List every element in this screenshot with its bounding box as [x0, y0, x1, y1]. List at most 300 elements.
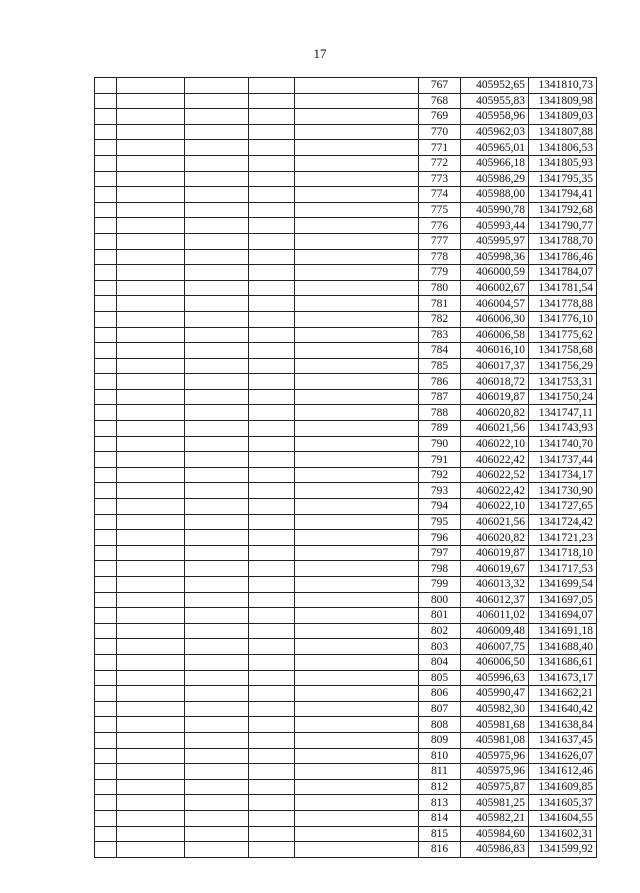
- table-row: [95, 483, 597, 499]
- y-coordinate-cell: 1341640,42: [529, 701, 597, 717]
- empty-cell: [249, 561, 295, 577]
- empty-cell: [249, 421, 295, 437]
- empty-cell: [185, 623, 249, 639]
- empty-cell: [295, 93, 419, 109]
- empty-cell: [185, 545, 249, 561]
- table-row: [95, 810, 597, 826]
- empty-cell: [295, 748, 419, 764]
- x-coordinate-cell: 405986,29: [461, 171, 529, 187]
- y-coordinate-cell: 1341788,70: [529, 233, 597, 249]
- x-coordinate-cell: 406022,42: [461, 452, 529, 468]
- empty-cell: [185, 171, 249, 187]
- point-number-cell: 802: [419, 623, 461, 639]
- y-coordinate-cell: 1341609,85: [529, 779, 597, 795]
- empty-cell: [295, 343, 419, 359]
- table-row: [95, 265, 597, 281]
- empty-cell: [95, 592, 117, 608]
- point-number-cell: 798: [419, 561, 461, 577]
- empty-cell: [249, 327, 295, 343]
- empty-cell: [95, 701, 117, 717]
- empty-cell: [95, 732, 117, 748]
- empty-cell: [95, 93, 117, 109]
- x-coordinate-cell: 406006,50: [461, 654, 529, 670]
- empty-cell: [295, 358, 419, 374]
- empty-cell: [185, 140, 249, 156]
- empty-cell: [249, 701, 295, 717]
- table-row: [95, 654, 597, 670]
- y-coordinate-cell: 1341730,90: [529, 483, 597, 499]
- empty-cell: [95, 826, 117, 842]
- x-coordinate-cell: 406006,58: [461, 327, 529, 343]
- empty-cell: [117, 296, 185, 312]
- empty-cell: [117, 826, 185, 842]
- empty-cell: [295, 499, 419, 515]
- x-coordinate-cell: 405981,08: [461, 732, 529, 748]
- y-coordinate-cell: 1341806,53: [529, 140, 597, 156]
- empty-cell: [295, 389, 419, 405]
- point-number-cell: 790: [419, 436, 461, 452]
- y-coordinate-cell: 1341737,44: [529, 452, 597, 468]
- x-coordinate-cell: 406022,52: [461, 467, 529, 483]
- table-row: [95, 249, 597, 265]
- x-coordinate-cell: 405998,36: [461, 249, 529, 265]
- table-row: [95, 311, 597, 327]
- empty-cell: [185, 343, 249, 359]
- x-coordinate-cell: 405965,01: [461, 140, 529, 156]
- empty-cell: [117, 233, 185, 249]
- empty-cell: [249, 654, 295, 670]
- x-coordinate-cell: 406004,57: [461, 296, 529, 312]
- empty-cell: [95, 686, 117, 702]
- empty-cell: [185, 561, 249, 577]
- x-coordinate-cell: 405995,97: [461, 233, 529, 249]
- x-coordinate-cell: 406022,10: [461, 436, 529, 452]
- table-row: [95, 717, 597, 733]
- empty-cell: [249, 514, 295, 530]
- empty-cell: [185, 218, 249, 234]
- empty-cell: [95, 202, 117, 218]
- empty-cell: [117, 608, 185, 624]
- empty-cell: [117, 499, 185, 515]
- point-number-cell: 786: [419, 374, 461, 390]
- empty-cell: [185, 436, 249, 452]
- table-row: [95, 124, 597, 140]
- empty-cell: [249, 483, 295, 499]
- point-number-cell: 776: [419, 218, 461, 234]
- x-coordinate-cell: 406022,10: [461, 499, 529, 515]
- x-coordinate-cell: 406019,87: [461, 545, 529, 561]
- empty-cell: [117, 842, 185, 858]
- empty-cell: [95, 436, 117, 452]
- point-number-cell: 792: [419, 467, 461, 483]
- empty-cell: [295, 374, 419, 390]
- empty-cell: [295, 623, 419, 639]
- empty-cell: [249, 311, 295, 327]
- empty-cell: [185, 654, 249, 670]
- point-number-cell: 811: [419, 764, 461, 780]
- empty-cell: [95, 311, 117, 327]
- empty-cell: [249, 608, 295, 624]
- x-coordinate-cell: 405962,03: [461, 124, 529, 140]
- x-coordinate-cell: 405986,83: [461, 842, 529, 858]
- table-row: [95, 701, 597, 717]
- empty-cell: [185, 265, 249, 281]
- empty-cell: [117, 452, 185, 468]
- x-coordinate-cell: 406017,37: [461, 358, 529, 374]
- empty-cell: [295, 421, 419, 437]
- empty-cell: [249, 764, 295, 780]
- empty-cell: [185, 93, 249, 109]
- empty-cell: [295, 608, 419, 624]
- point-number-cell: 808: [419, 717, 461, 733]
- empty-cell: [185, 530, 249, 546]
- y-coordinate-cell: 1341750,24: [529, 389, 597, 405]
- empty-cell: [95, 810, 117, 826]
- empty-cell: [95, 249, 117, 265]
- empty-cell: [295, 265, 419, 281]
- y-coordinate-cell: 1341775,62: [529, 327, 597, 343]
- table-row: [95, 545, 597, 561]
- empty-cell: [185, 717, 249, 733]
- empty-cell: [117, 639, 185, 655]
- empty-cell: [249, 717, 295, 733]
- table-row: [95, 639, 597, 655]
- x-coordinate-cell: 406006,30: [461, 311, 529, 327]
- table-row: [95, 764, 597, 780]
- empty-cell: [295, 467, 419, 483]
- empty-cell: [249, 842, 295, 858]
- empty-cell: [117, 779, 185, 795]
- empty-cell: [95, 795, 117, 811]
- y-coordinate-cell: 1341662,21: [529, 686, 597, 702]
- point-number-cell: 803: [419, 639, 461, 655]
- point-number-cell: 767: [419, 78, 461, 94]
- point-number-cell: 768: [419, 93, 461, 109]
- empty-cell: [185, 78, 249, 94]
- x-coordinate-cell: 406013,32: [461, 577, 529, 593]
- table-row: [95, 233, 597, 249]
- table-row: [95, 530, 597, 546]
- empty-cell: [185, 187, 249, 203]
- y-coordinate-cell: 1341637,45: [529, 732, 597, 748]
- empty-cell: [185, 280, 249, 296]
- empty-cell: [249, 93, 295, 109]
- table-row: [95, 623, 597, 639]
- empty-cell: [185, 467, 249, 483]
- y-coordinate-cell: 1341699,54: [529, 577, 597, 593]
- empty-cell: [295, 483, 419, 499]
- empty-cell: [95, 764, 117, 780]
- empty-cell: [295, 202, 419, 218]
- empty-cell: [249, 639, 295, 655]
- empty-cell: [295, 311, 419, 327]
- empty-cell: [117, 358, 185, 374]
- x-coordinate-cell: 405966,18: [461, 155, 529, 171]
- empty-cell: [117, 280, 185, 296]
- empty-cell: [295, 842, 419, 858]
- table-row: [95, 842, 597, 858]
- table-row: [95, 155, 597, 171]
- table-row: [95, 202, 597, 218]
- point-number-cell: 780: [419, 280, 461, 296]
- x-coordinate-cell: 406011,02: [461, 608, 529, 624]
- x-coordinate-cell: 405981,68: [461, 717, 529, 733]
- y-coordinate-cell: 1341810,73: [529, 78, 597, 94]
- table-row: [95, 187, 597, 203]
- empty-cell: [185, 358, 249, 374]
- empty-cell: [117, 202, 185, 218]
- empty-cell: [95, 467, 117, 483]
- point-number-cell: 795: [419, 514, 461, 530]
- point-number-cell: 785: [419, 358, 461, 374]
- y-coordinate-cell: 1341781,54: [529, 280, 597, 296]
- empty-cell: [295, 701, 419, 717]
- empty-cell: [185, 483, 249, 499]
- x-coordinate-cell: 405984,60: [461, 826, 529, 842]
- empty-cell: [185, 202, 249, 218]
- empty-cell: [117, 810, 185, 826]
- point-number-cell: 800: [419, 592, 461, 608]
- empty-cell: [95, 124, 117, 140]
- empty-cell: [185, 327, 249, 343]
- empty-cell: [295, 686, 419, 702]
- point-number-cell: 801: [419, 608, 461, 624]
- y-coordinate-cell: 1341694,07: [529, 608, 597, 624]
- x-coordinate-cell: 406016,10: [461, 343, 529, 359]
- y-coordinate-cell: 1341688,40: [529, 639, 597, 655]
- empty-cell: [249, 265, 295, 281]
- empty-cell: [249, 545, 295, 561]
- empty-cell: [185, 842, 249, 858]
- x-coordinate-cell: 405982,21: [461, 810, 529, 826]
- empty-cell: [95, 623, 117, 639]
- empty-cell: [117, 717, 185, 733]
- x-coordinate-cell: 405982,30: [461, 701, 529, 717]
- empty-cell: [249, 436, 295, 452]
- point-number-cell: 779: [419, 265, 461, 281]
- point-number-cell: 812: [419, 779, 461, 795]
- x-coordinate-cell: 406002,67: [461, 280, 529, 296]
- point-number-cell: 769: [419, 109, 461, 125]
- empty-cell: [249, 452, 295, 468]
- point-number-cell: 782: [419, 311, 461, 327]
- empty-cell: [95, 389, 117, 405]
- empty-cell: [249, 280, 295, 296]
- point-number-cell: 772: [419, 155, 461, 171]
- y-coordinate-cell: 1341809,03: [529, 109, 597, 125]
- point-number-cell: 784: [419, 343, 461, 359]
- empty-cell: [117, 218, 185, 234]
- empty-cell: [95, 140, 117, 156]
- empty-cell: [95, 343, 117, 359]
- y-coordinate-cell: 1341794,41: [529, 187, 597, 203]
- empty-cell: [117, 467, 185, 483]
- empty-cell: [249, 249, 295, 265]
- y-coordinate-cell: 1341778,88: [529, 296, 597, 312]
- empty-cell: [95, 717, 117, 733]
- empty-cell: [295, 436, 419, 452]
- x-coordinate-cell: 405993,44: [461, 218, 529, 234]
- table-row: [95, 343, 597, 359]
- empty-cell: [249, 577, 295, 593]
- x-coordinate-cell: 406007,75: [461, 639, 529, 655]
- y-coordinate-cell: 1341673,17: [529, 670, 597, 686]
- empty-cell: [95, 670, 117, 686]
- empty-cell: [95, 171, 117, 187]
- x-coordinate-cell: 406019,87: [461, 389, 529, 405]
- point-number-cell: 806: [419, 686, 461, 702]
- y-coordinate-cell: 1341784,07: [529, 265, 597, 281]
- empty-cell: [95, 374, 117, 390]
- empty-cell: [249, 795, 295, 811]
- empty-cell: [295, 654, 419, 670]
- point-number-cell: 815: [419, 826, 461, 842]
- empty-cell: [95, 280, 117, 296]
- table-row: [95, 732, 597, 748]
- empty-cell: [185, 592, 249, 608]
- empty-cell: [249, 499, 295, 515]
- empty-cell: [185, 639, 249, 655]
- table-row: [95, 327, 597, 343]
- page-number: 17: [313, 46, 327, 61]
- point-number-cell: 810: [419, 748, 461, 764]
- y-coordinate-cell: 1341743,93: [529, 421, 597, 437]
- empty-cell: [117, 561, 185, 577]
- empty-cell: [249, 592, 295, 608]
- empty-cell: [117, 187, 185, 203]
- point-number-cell: 807: [419, 701, 461, 717]
- empty-cell: [295, 717, 419, 733]
- x-coordinate-cell: 406020,82: [461, 405, 529, 421]
- empty-cell: [117, 389, 185, 405]
- y-coordinate-cell: 1341790,77: [529, 218, 597, 234]
- empty-cell: [95, 639, 117, 655]
- y-coordinate-cell: 1341753,31: [529, 374, 597, 390]
- empty-cell: [185, 577, 249, 593]
- empty-cell: [117, 764, 185, 780]
- empty-cell: [295, 327, 419, 343]
- empty-cell: [185, 233, 249, 249]
- point-number-cell: 787: [419, 389, 461, 405]
- empty-cell: [185, 732, 249, 748]
- empty-cell: [249, 405, 295, 421]
- y-coordinate-cell: 1341792,68: [529, 202, 597, 218]
- x-coordinate-cell: 406000,59: [461, 265, 529, 281]
- y-coordinate-cell: 1341691,18: [529, 623, 597, 639]
- empty-cell: [117, 686, 185, 702]
- table-row: [95, 779, 597, 795]
- point-number-cell: 770: [419, 124, 461, 140]
- table-row: [95, 577, 597, 593]
- empty-cell: [295, 452, 419, 468]
- empty-cell: [117, 483, 185, 499]
- empty-cell: [185, 296, 249, 312]
- y-coordinate-cell: 1341599,92: [529, 842, 597, 858]
- empty-cell: [117, 545, 185, 561]
- point-number-cell: 813: [419, 795, 461, 811]
- empty-cell: [95, 842, 117, 858]
- empty-cell: [95, 452, 117, 468]
- empty-cell: [117, 374, 185, 390]
- table-row: [95, 686, 597, 702]
- empty-cell: [117, 795, 185, 811]
- table-row: [95, 467, 597, 483]
- y-coordinate-cell: 1341756,29: [529, 358, 597, 374]
- empty-cell: [295, 249, 419, 265]
- y-coordinate-cell: 1341740,70: [529, 436, 597, 452]
- empty-cell: [295, 514, 419, 530]
- empty-cell: [249, 374, 295, 390]
- point-number-cell: 794: [419, 499, 461, 515]
- empty-cell: [249, 826, 295, 842]
- coordinates-table-body: [95, 78, 597, 858]
- empty-cell: [117, 592, 185, 608]
- point-number-cell: 799: [419, 577, 461, 593]
- table-row: [95, 109, 597, 125]
- empty-cell: [117, 327, 185, 343]
- x-coordinate-cell: 405981,25: [461, 795, 529, 811]
- empty-cell: [117, 732, 185, 748]
- empty-cell: [117, 654, 185, 670]
- empty-cell: [185, 249, 249, 265]
- y-coordinate-cell: 1341721,23: [529, 530, 597, 546]
- empty-cell: [185, 389, 249, 405]
- x-coordinate-cell: 406021,56: [461, 514, 529, 530]
- empty-cell: [95, 561, 117, 577]
- empty-cell: [249, 732, 295, 748]
- point-number-cell: 778: [419, 249, 461, 265]
- y-coordinate-cell: 1341807,88: [529, 124, 597, 140]
- empty-cell: [295, 140, 419, 156]
- empty-cell: [185, 452, 249, 468]
- table-row: [95, 389, 597, 405]
- empty-cell: [185, 499, 249, 515]
- point-number-cell: 804: [419, 654, 461, 670]
- empty-cell: [185, 764, 249, 780]
- empty-cell: [295, 124, 419, 140]
- empty-cell: [95, 155, 117, 171]
- empty-cell: [295, 155, 419, 171]
- empty-cell: [185, 155, 249, 171]
- empty-cell: [95, 577, 117, 593]
- empty-cell: [117, 623, 185, 639]
- empty-cell: [185, 826, 249, 842]
- table-row: [95, 280, 597, 296]
- empty-cell: [295, 795, 419, 811]
- point-number-cell: 789: [419, 421, 461, 437]
- coordinates-table: [94, 77, 597, 858]
- empty-cell: [117, 405, 185, 421]
- table-row: [95, 421, 597, 437]
- empty-cell: [185, 608, 249, 624]
- y-coordinate-cell: 1341717,53: [529, 561, 597, 577]
- point-number-cell: 816: [419, 842, 461, 858]
- x-coordinate-cell: 406018,72: [461, 374, 529, 390]
- table-row: [95, 140, 597, 156]
- empty-cell: [295, 187, 419, 203]
- table-row: [95, 405, 597, 421]
- y-coordinate-cell: 1341686,61: [529, 654, 597, 670]
- table-row: [95, 296, 597, 312]
- table-row: [95, 358, 597, 374]
- empty-cell: [295, 639, 419, 655]
- empty-cell: [117, 265, 185, 281]
- empty-cell: [95, 421, 117, 437]
- empty-cell: [95, 545, 117, 561]
- point-number-cell: 805: [419, 670, 461, 686]
- x-coordinate-cell: 406021,56: [461, 421, 529, 437]
- empty-cell: [95, 405, 117, 421]
